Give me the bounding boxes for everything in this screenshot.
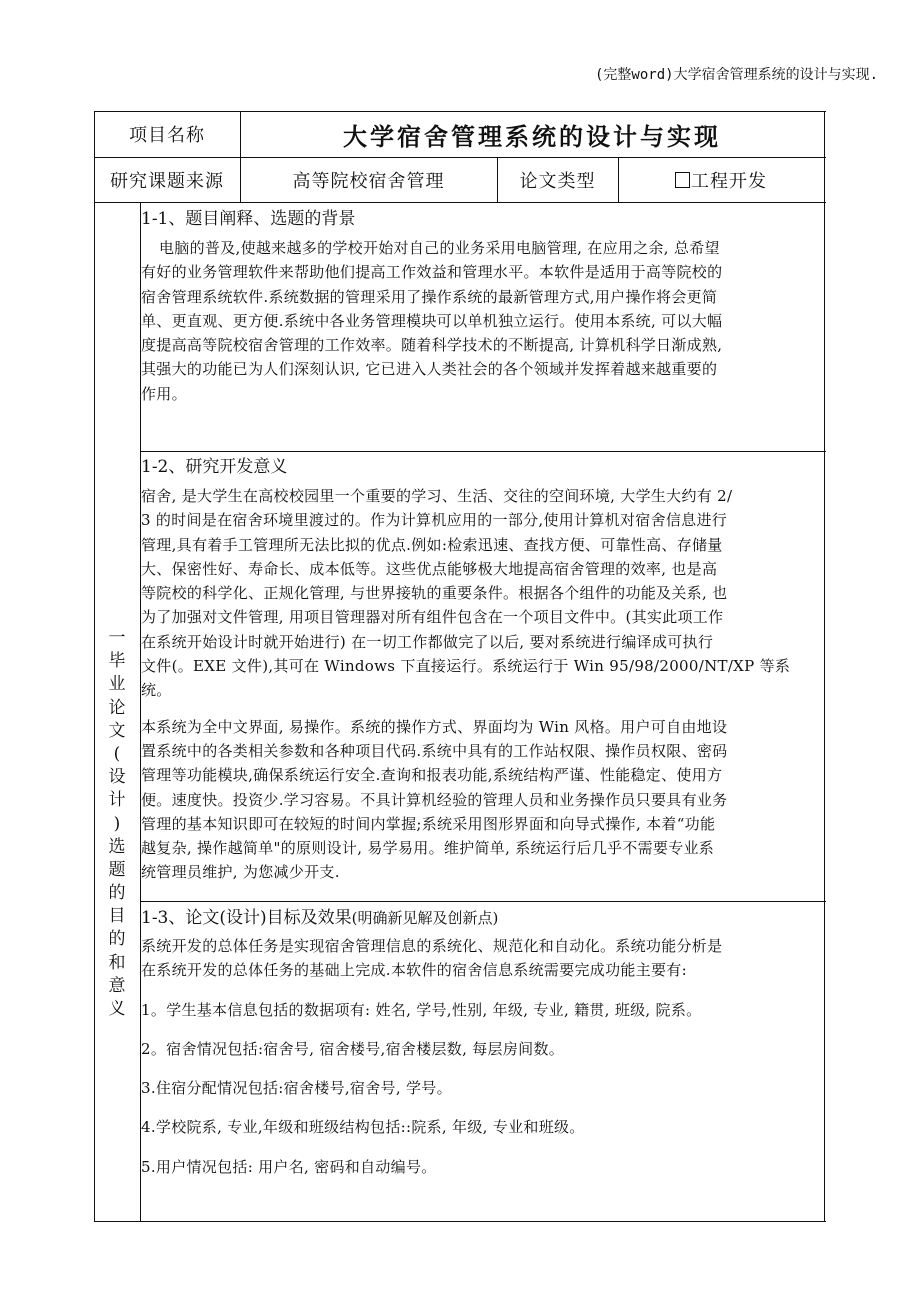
- body-line: 在系统开发的总体任务的基础上完成.本软件的宿舍信息系统需要完成功能主要有:: [141, 961, 687, 980]
- side-label-char: 和: [108, 952, 126, 973]
- body-line: 大、保密性好、寿命长、成本低等。这些优点能够极大地提高宿舍管理的效率, 也是高: [141, 559, 718, 578]
- source-value: 高等院校宿舍管理: [292, 170, 445, 192]
- type-value: [618, 157, 824, 202]
- section3-heading-note: (明确新见解及创新点): [351, 909, 499, 927]
- side-label-char: 一: [108, 628, 126, 648]
- body-line: 宿舍, 是大学生在高校校园里一个重要的学习、生活、交往的空间环境, 大学生大约有 2/: [141, 487, 733, 505]
- function-list-item: 2。宿舍情况包括:宿舍号, 宿舍楼号,宿舍楼层数, 每层房间数。: [141, 1039, 565, 1058]
- type-label: 论文类型: [519, 170, 596, 192]
- section2-heading: 1-2、研究开发意义: [141, 457, 288, 477]
- body-line: 置系统中的各类相关参数和各种项目代码.系统中具有的工作站权限、操作员权限、密码: [141, 741, 728, 760]
- section1-divider: [140, 451, 826, 452]
- side-label-char: 选: [108, 836, 126, 857]
- engineering-checkbox[interactable]: [675, 172, 690, 188]
- section2-paragraph-2: [141, 715, 823, 885]
- section3-heading: [141, 906, 823, 930]
- body-line: 便。速度快。投资少.学习容易。不具计算机经验的管理人员和业务操作员只要具有业务: [141, 790, 728, 809]
- body-line: 电脑的普及,使越来越多的学校开始对自己的业务采用电脑管理, 在应用之余, 总希望: [159, 239, 720, 257]
- side-label-char: 论: [108, 697, 126, 718]
- section-background: [141, 207, 823, 406]
- side-label-char: 题: [108, 859, 126, 880]
- body-line: 越复杂, 操作越简单"的原则设计, 易学易用。维护简单, 系统运行后几乎不需要专业系: [141, 839, 715, 858]
- section2-divider: [140, 901, 826, 902]
- section1-body: [141, 236, 823, 406]
- section-significance: [141, 455, 823, 885]
- project-name-label: 项目名称: [129, 125, 205, 146]
- section3-intro: [141, 934, 823, 983]
- body-line: 单、更直观、更方便.系统中各业务管理模块可以单机独立运行。使用本系统, 可以大幅: [141, 311, 723, 330]
- body-line: 宿舍管理系统软件.系统数据的管理采用了操作系统的最新管理方式,用户操作将会更简: [141, 287, 718, 306]
- body-line: 统。: [141, 681, 172, 700]
- section3-heading-text: 1-3、论文(设计)目标及效果: [141, 908, 352, 928]
- row2-divider: [94, 202, 826, 203]
- side-label-char: ): [113, 813, 121, 834]
- side-label-char: 文: [108, 720, 126, 741]
- section-goals: [141, 906, 823, 1179]
- function-list-item: 1。学生基本信息包括的数据项有: 姓名, 学号,性别, 年级, 专业, 籍贯, 班级, 院系。: [141, 1000, 702, 1019]
- body-line: 为了加强对文件管理, 用项目管理器对所有组件包含在一个项目文件中。(其实此项工作: [141, 608, 724, 627]
- header-note: (完整word)大学宿舍管理系统的设计与实现.: [595, 67, 878, 83]
- section3-items: [141, 983, 823, 1179]
- body-line: 系统开发的总体任务是实现宿舍管理信息的系统化、规范化和自动化。系统功能分析是: [141, 937, 723, 955]
- side-label-char: 业: [108, 674, 126, 695]
- function-list-item: 4.学校院系, 专业,年级和班级结构包括::院系, 年级, 专业和班级。: [141, 1118, 585, 1137]
- body-line: 管理的基本知识即可在较短的时间内掌握;系统采用图形界面和向导式操作, 本着“功能: [141, 814, 716, 833]
- body-line: 统管理员维护, 为您减少开支.: [141, 863, 340, 882]
- body-line: 本系统为全中文界面, 易操作。系统的操作方式、界面均为 Win 风格。用户可自由地设: [141, 717, 728, 736]
- proposal-form: [94, 111, 826, 1222]
- side-label-char: 毕: [108, 651, 126, 672]
- function-list-item: 5.用户情况包括: 用户名, 密码和自动编号。: [141, 1157, 437, 1176]
- function-list-item: 3.住宿分配情况包括:宿舍楼号,宿舍号, 学号。: [141, 1079, 452, 1098]
- project-title: 大学宿舍管理系统的设计与实现: [343, 122, 721, 151]
- body-line: 管理,具有着手工管理所无法比拟的优点.例如:检索迅速、查找方便、可靠性高、存储量: [141, 535, 723, 554]
- side-label: [94, 627, 140, 1021]
- body-line: 在系统开始设计时就开始进行) 在一切工作都做完了以后, 要对系统进行编译成可执行: [141, 632, 714, 651]
- body-line: 其强大的功能已为人们深刻认识, 它已进入人类社会的各个领域并发挥着越来越重要的: [141, 360, 718, 379]
- side-label-char: 目: [108, 906, 126, 927]
- body-line: 度提高高等院校宿舍管理的工作效率。随着科学技术的不断提高, 计算机科学日渐成熟,: [141, 336, 723, 355]
- type-value-text: 工程开发: [691, 170, 767, 192]
- side-label-char: 的: [108, 929, 126, 950]
- form-bottom-border: [94, 1221, 826, 1222]
- body-line: 3 的时间是在宿舍环境里渡过的。作为计算机应用的一部分,使用计算机对宿舍信息进行: [141, 511, 728, 530]
- side-label-char: 设: [108, 767, 126, 788]
- section1-heading: 1-1、题目阐释、选题的背景: [141, 209, 356, 229]
- body-line: 作用。: [141, 384, 187, 403]
- body-line: 文件(。EXE 文件),其可在 Windows 下直接运行。系统运行于 Win 95/98/2000/NT/XP 等系: [141, 657, 791, 676]
- body-line: 管理等功能模块,确保系统运行安全.查询和报表功能,系统结构严谨、性能稳定、使用方: [141, 766, 723, 785]
- side-label-char: 计: [108, 790, 126, 811]
- body-line: 有好的业务管理软件来帮助他们提高工作效益和管理水平。本软件是适用于高等院校的: [141, 263, 723, 282]
- section2-paragraph-1: [141, 484, 823, 703]
- side-label-char: 的: [108, 883, 126, 904]
- side-label-char: 意: [108, 975, 126, 996]
- side-label-char: (: [113, 743, 121, 764]
- body-line: 等院校的科学化、正规化管理, 与世界接轨的重要条件。根据各个组件的功能及关系, 也: [141, 584, 728, 603]
- side-label-char: 义: [108, 999, 126, 1019]
- source-label: 研究课题来源: [110, 170, 224, 192]
- form-right-border: [824, 111, 825, 1222]
